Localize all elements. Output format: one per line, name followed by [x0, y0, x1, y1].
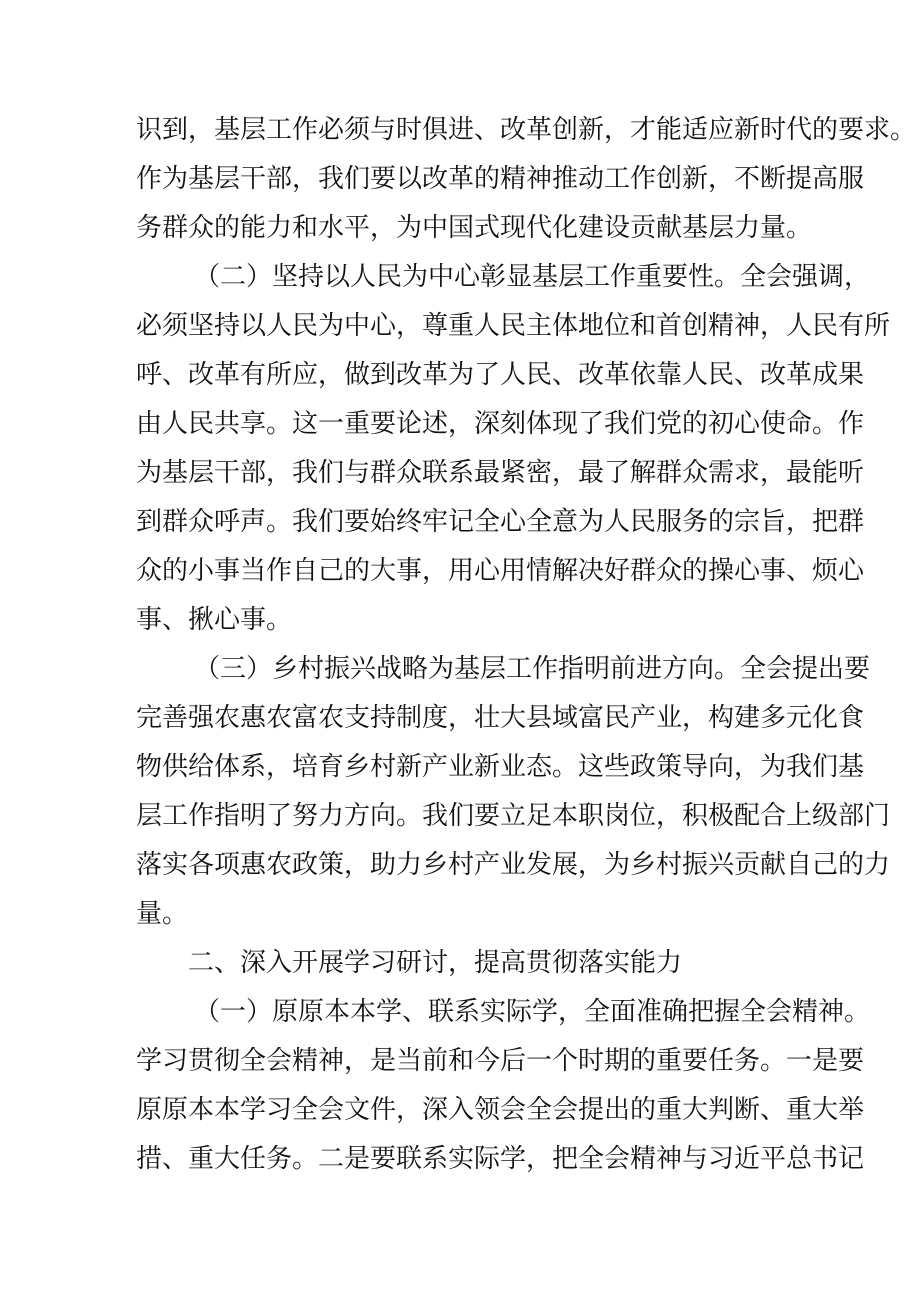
- text-line: 措、重大任务。二是要联系实际学，把全会精神与习近平总书记: [136, 1144, 865, 1174]
- text-line: 由人民共享。这一重要论述，深刻体现了我们党的初心使命。作: [136, 409, 865, 439]
- text-line: 呼、改革有所应，做到改革为了人民、改革依靠人民、改革成果: [136, 360, 865, 390]
- chapter-heading: 二、深入开展学习研讨，提高贯彻落实能力: [188, 948, 683, 978]
- section-title-line: （二）坚持以人民为中心彰显基层工作重要性。全会强调，: [194, 262, 871, 292]
- text-line: 作为基层干部，我们要以改革的精神推动工作创新，不断提高服: [136, 164, 865, 194]
- text-line: 量。: [136, 899, 189, 929]
- text-line: 务群众的能力和水平，为中国式现代化建设贡献基层力量。: [136, 213, 813, 243]
- text-line: 必须坚持以人民为中心，尊重人民主体地位和首创精神，人民有所: [136, 311, 891, 341]
- text-line: 物供给体系，培育乡村新产业新业态。这些政策导向，为我们基: [136, 752, 865, 782]
- text-line: 层工作指明了努力方向。我们要立足本职岗位，积极配合上级部门: [136, 801, 891, 831]
- text-line: 原原本本学习全会文件，深入领会全会提出的重大判断、重大举: [136, 1095, 865, 1125]
- text-line: 众的小事当作自己的大事，用心用情解决好群众的操心事、烦心: [136, 556, 865, 586]
- text-line: 到群众呼声。我们要始终牢记全心全意为人民服务的宗旨，把群: [136, 507, 865, 537]
- section-title-line: （一）原原本本学、联系实际学，全面准确把握全会精神。: [194, 997, 871, 1027]
- text-line: 为基层干部，我们与群众联系最紧密，最了解群众需求，最能听: [136, 458, 865, 488]
- text-line: 完善强农惠农富农支持制度，壮大县域富民产业，构建多元化食: [136, 703, 865, 733]
- document-body: [136, 106, 917, 1184]
- text-line: 学习贯彻全会精神，是当前和今后一个时期的重要任务。一是要: [136, 1046, 865, 1076]
- text-line: 事、揪心事。: [136, 605, 293, 635]
- text-line: 识到，基层工作必须与时俱进、改革创新，才能适应新时代的要求。: [136, 115, 917, 145]
- section-title-line: （三）乡村振兴战略为基层工作指明前进方向。全会提出要: [194, 654, 871, 684]
- text-line: 落实各项惠农政策，助力乡村产业发展，为乡村振兴贡献自己的力: [136, 850, 891, 880]
